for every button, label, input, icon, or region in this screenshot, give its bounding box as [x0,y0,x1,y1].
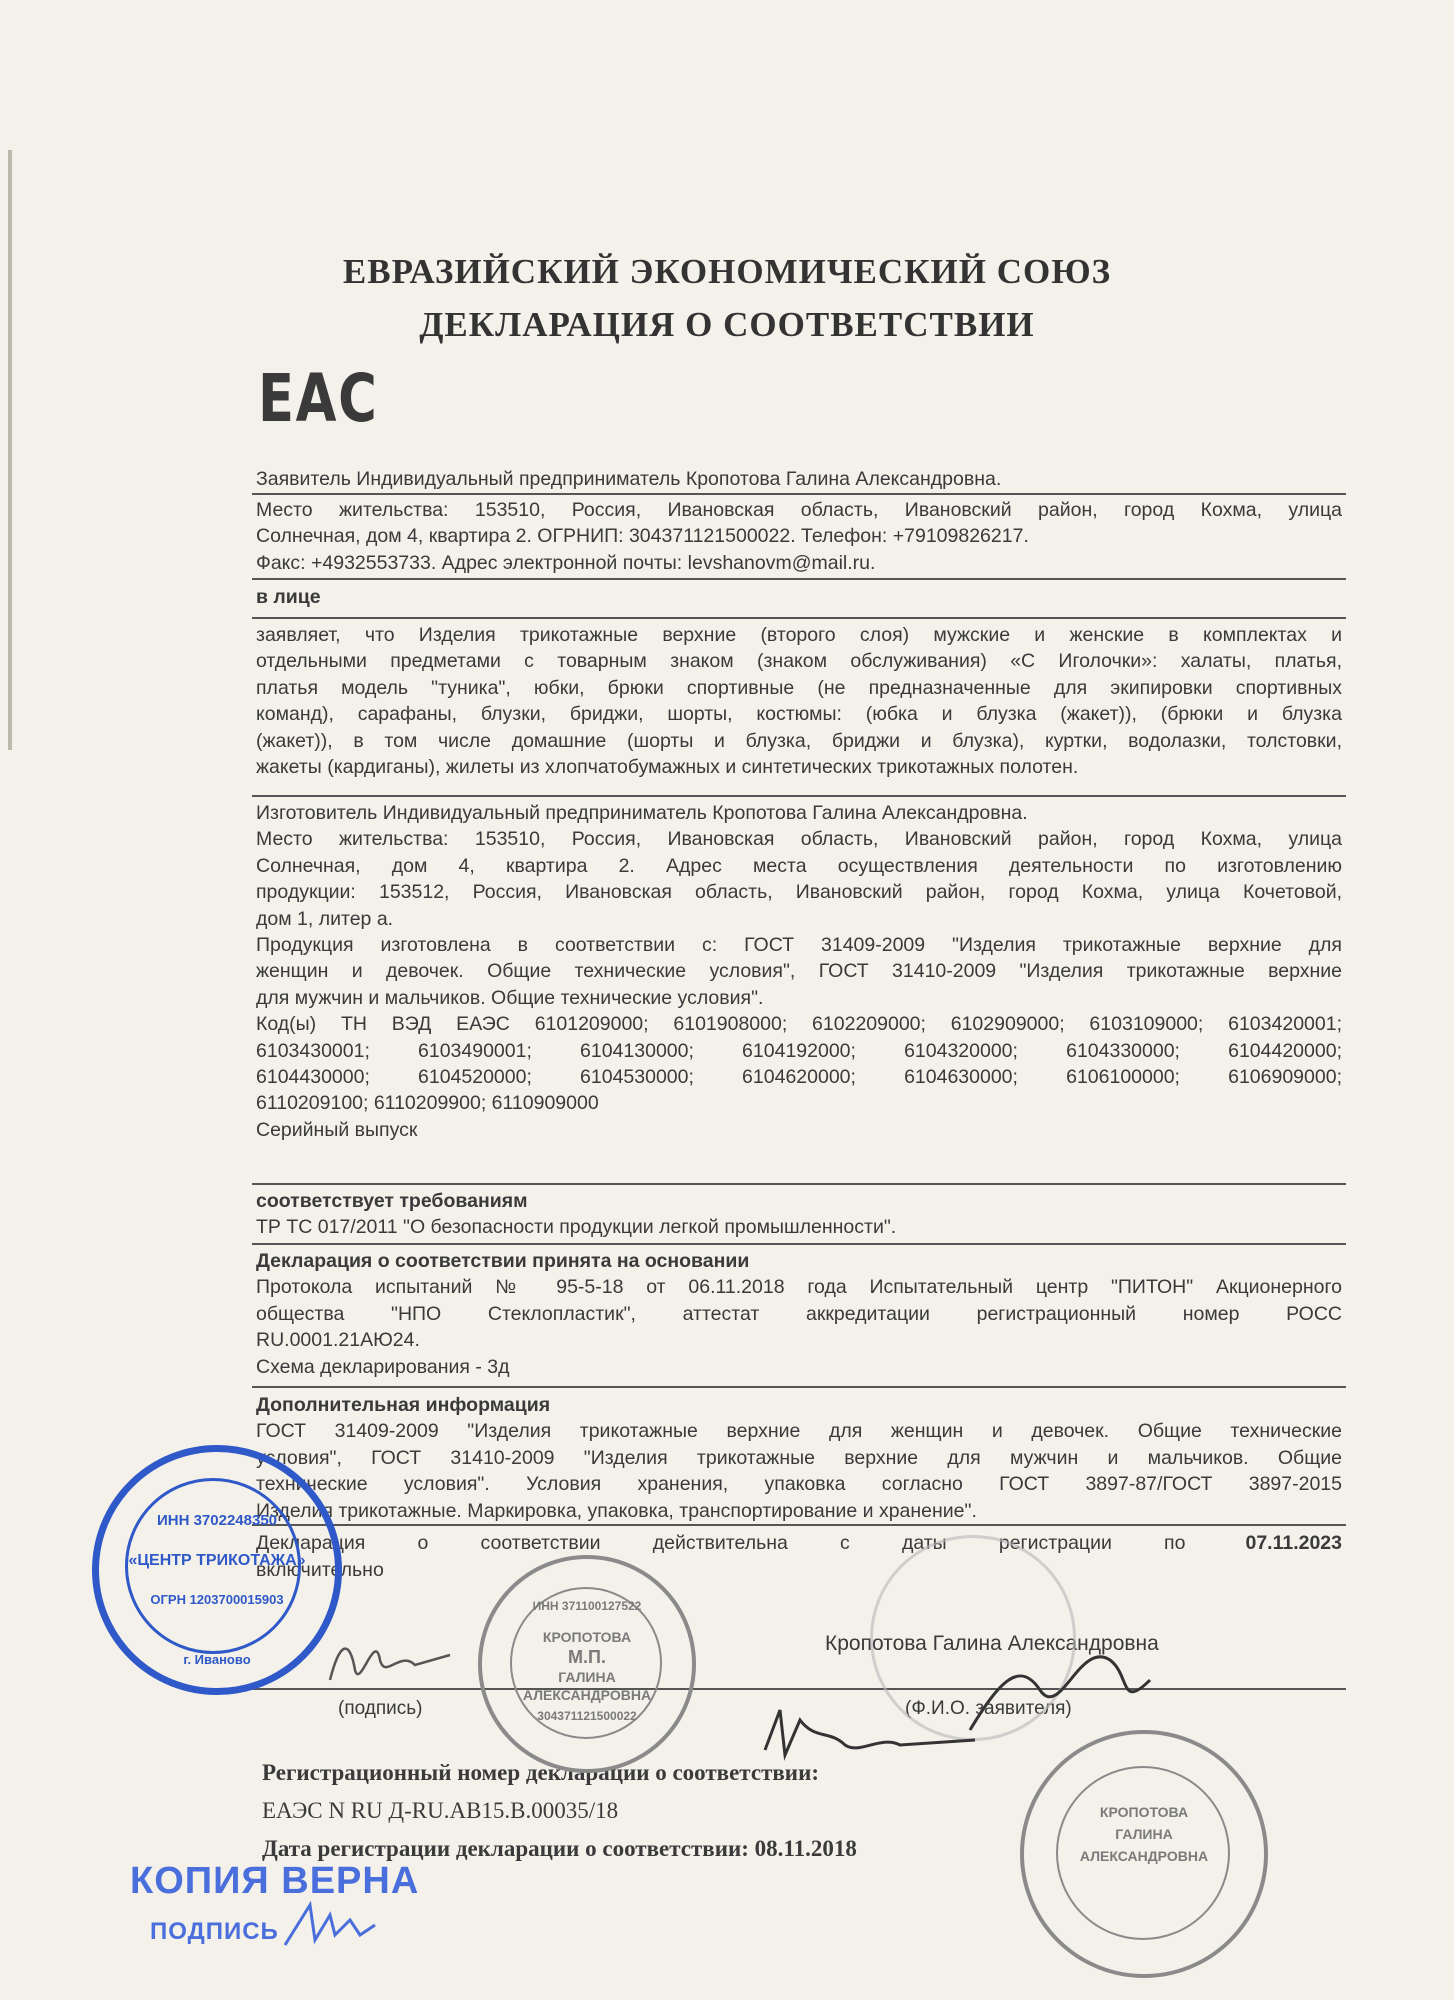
manufacturer-line: продукции: 153512, Россия, Ивановская область, Ивановский район, город Кохма, улица Кочетовой, [256,881,1342,904]
copy-sign-label: ПОДПИСЬ [150,1918,279,1945]
divider [252,1243,1346,1245]
applicant-signature-icon [320,1620,460,1700]
manufacturer-line: Место жительства: 153510, Россия, Ивановская область, Ивановский район, город Кохма, улица [256,828,1342,851]
declares-line: жакеты (кардиганы), жилеты из хлопчатобумажных и синтетических трикотажных полотен. [256,755,1079,778]
applicant-line: Солнечная, дом 4, квартира 2. ОГРНИП: 304371121500022. Телефон: +79109826217. [256,525,1029,548]
stamp-gray-name: ГАЛИНА [558,1669,616,1685]
basis-line: RU.0001.21АЮ24. [256,1329,420,1352]
validity-end-row [256,1557,1342,1583]
additional-line: условия", ГОСТ 31410-2009 "Изделия трикотажные верхние для мужчин и мальчиков. Общие [256,1446,1342,1469]
copy-true-stamp: КОПИЯ ВЕРНА [130,1860,420,1902]
stamp-ogrn: ОГРН 1203700015903 [150,1592,284,1607]
stamp-gray-surname: КРОПОТОВА [542,1629,632,1645]
blue-company-stamp [92,1445,342,1695]
declares-line: отдельными предметами с товарным знаком (знаком обслуживания) «С Иголочки»: халаты, платья, [256,650,1342,673]
stamp-bottom-patronymic: АЛЕКСАНДРОВНА [1079,1848,1209,1864]
stamp-inn: ИНН 3702248350 [156,1512,278,1529]
serial-production: Серийный выпуск [256,1118,418,1141]
registration-date-row [262,1836,857,1862]
declaration-scheme: Схема декларирования - 3д [256,1355,510,1378]
divider [252,795,1346,797]
manufacturer-line: Изготовитель Индивидуальный предприниматель Кропотова Галина Александровна. [256,802,1028,824]
registration-number-label: Регистрационный номер декларации о соответствии: [262,1760,819,1785]
stamp-gray-patronymic: АЛЕКСАНДРОВНА [522,1687,652,1703]
additional-line: ГОСТ 31409-2009 "Изделия трикотажные верхние для женщин и девочек. Общие технические [256,1420,1342,1443]
stamp-bottom-name: ГАЛИНА [1115,1826,1173,1842]
additional-section [256,1392,1342,1524]
declares-line: платья модель "туника", юбки, брюки спортивные (не предназначенные для экипировки спортивных [256,676,1342,699]
document-title: ДЕКЛАРАЦИЯ О СООТВЕТСТВИИ [419,305,1035,344]
applicant-line: Факс: +4932553733. Адрес электронной почты: levshanovm@mail.ru. [256,551,876,574]
manufacturer-line: дом 1, литер а. [256,907,394,930]
fio-label: (Ф.И.О. заявителя) [905,1698,1072,1719]
divider [252,493,1346,495]
manufacturer-line: женщин и девочек. Общие технические условия", ГОСТ 31410-2009 "Изделия трикотажные верхние [256,960,1342,983]
copy-signature-icon [280,1895,380,1955]
signature-scribble-icon [760,1700,980,1770]
declares-line: заявляет, что Изделия трикотажные верхние (второго слоя) мужские и женские в комплектах и [256,624,1342,646]
validity-row [256,1530,1342,1556]
requirements-label: соответствует требованиям [256,1190,528,1212]
requirements-text: ТР ТС 017/2011 "О безопасности продукции легкой промышленности". [256,1216,897,1239]
requirements-section [256,1188,1342,1241]
registration-date: 08.11.2018 [754,1836,857,1861]
applicant-address [256,497,1342,576]
declares-line: команд), сарафаны, блузки, бриджи, шорты, костюмы: (юбка и блузка (жакет)), (брюки и блузка [256,703,1342,726]
manufacturer-section [256,800,1342,1143]
stamp-gray-ogrn: 304371121500022 [537,1709,637,1723]
hs-codes-line: 6104430000; 6104520000; 6104530000; 6104620000; 6104630000; 6106100000; 6106909000; [256,1065,1342,1088]
additional-label: Дополнительная информация [256,1394,551,1416]
stamp-gray-inn: ИНН 371100127522 [532,1599,642,1613]
signature-label: (подпись) [338,1698,423,1719]
applicant-name: Кропотова Галина Александровна [825,1632,1159,1655]
hs-codes-line: 6110209100; 6110209900; 6110909000 [256,1092,599,1115]
stamp-city: г. Иваново [183,1652,251,1667]
in-person-label: в лице [256,586,321,608]
scan-edge-mark [8,150,12,750]
registration-number: ЕАЭС N RU Д-RU.АВ15.В.00035/18 [262,1798,619,1823]
divider [252,1183,1346,1185]
additional-line: Изделия трикотажные. Маркировка, упаковка, транспортирование и хранение". [256,1499,977,1522]
declares-line: (жакет)), в том числе домашние (шорты и блузка, бриджи и блузка), куртки, водолазки, толстовки, [256,729,1342,752]
basis-line: Протокола испытаний № 95-5-18 от 06.11.2018 года Испытательный центр "ПИТОН" Акционерного [256,1276,1342,1299]
union-title: ЕВРАЗИЙСКИЙ ЭКОНОМИЧЕСКИЙ СОЮЗ [342,252,1112,291]
manufacturer-line: Солнечная, дом 4, квартира 2. Адрес места осуществления деятельности по изготовлению [256,854,1342,877]
signature-right-icon [960,1620,1160,1750]
stamp-company: «ЦЕНТР ТРИКОТАЖА» [128,1552,306,1569]
eac-mark: ЕАС [258,360,379,437]
hs-codes-line: 6103430001; 6103490001; 6104130000; 6104192000; 6104320000; 6104330000; 6104420000; [256,1039,1342,1062]
basis-section [256,1248,1342,1380]
validity-date: 07.11.2023 [1245,1532,1342,1554]
stamp-bottom-surname: КРОПОТОВА [1099,1804,1189,1820]
basis-label: Декларация о соответствии принята на основании [256,1250,750,1272]
applicant-section [256,466,1342,492]
stamp-mp: М.П. [568,1647,606,1667]
in-person [256,584,1342,610]
validity-end: включительно [256,1559,384,1581]
declares-section [256,622,1342,780]
divider [252,617,1346,619]
divider [252,1524,1346,1526]
divider [252,1386,1346,1388]
validity-text: Декларация о соответствии действительна с даты регистрации по [256,1532,1186,1554]
registration-date-label: Дата регистрации декларации о соответствии: [262,1836,749,1861]
hs-codes-line: Код(ы) ТН ВЭД ЕАЭС 6101209000; 6101908000; 6102209000; 6102909000; 6103109000; 6103420001; [256,1013,1342,1036]
manufacturer-line: Продукция изготовлена в соответствии с: ГОСТ 31409-2009 "Изделия трикотажные верхние для [256,933,1342,956]
divider [252,578,1346,580]
manufacturer-line: для мужчин и мальчиков. Общие технические условия". [256,986,764,1009]
applicant-line: Заявитель Индивидуальный предприниматель Кропотова Галина Александровна. [256,468,1002,490]
basis-line: общества "НПО Стеклопластик", аттестат аккредитации регистрационный номер РОСС [256,1302,1342,1325]
ip-stamp-left [478,1555,696,1773]
additional-line: технические условия". Условия хранения, упаковка согласно ГОСТ 3897-87/ГОСТ 3897-2015 [256,1473,1342,1496]
applicant-line: Место жительства: 153510, Россия, Ивановская область, Ивановский район, город Кохма, улица [256,499,1342,521]
ip-stamp-bottom [1020,1730,1268,1978]
